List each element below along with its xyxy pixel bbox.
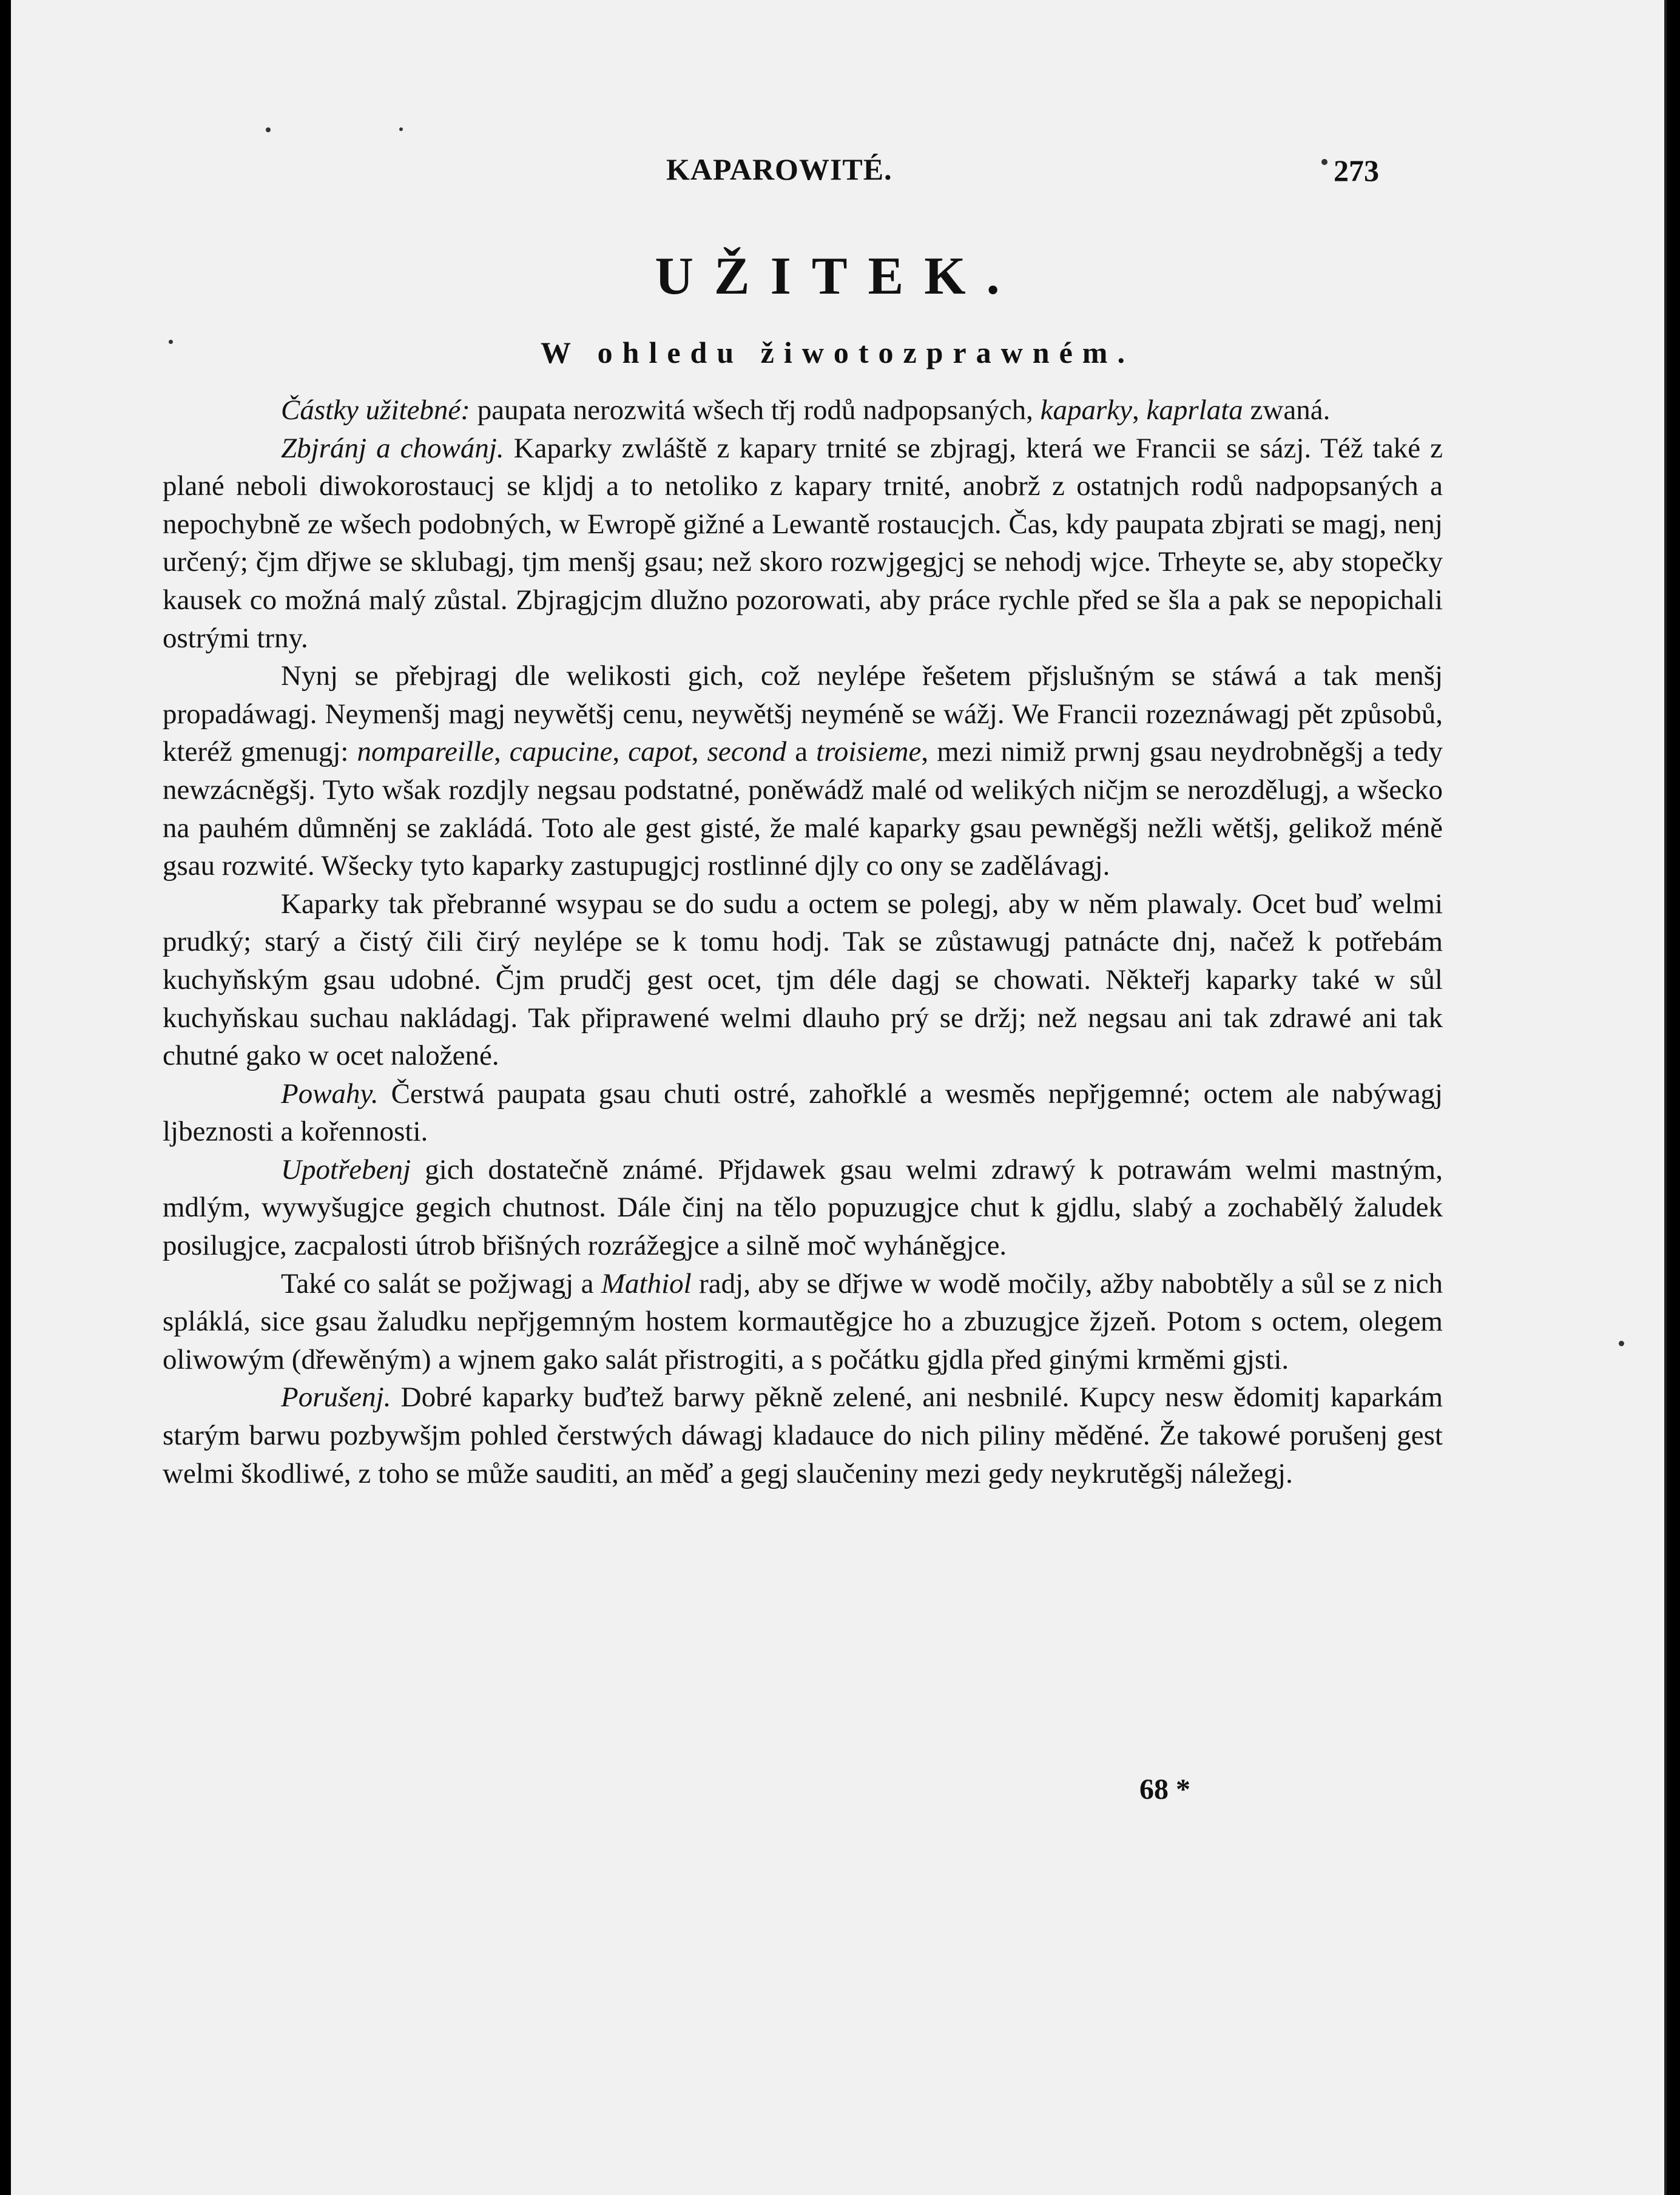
running-title: KAPAROWITÉ. [666, 152, 892, 186]
paragraph-text: , [612, 736, 629, 768]
paragraph-text: a [786, 736, 817, 768]
paragraph [163, 1378, 1443, 1492]
signature-mark: 68 * [1139, 1773, 1190, 1806]
italic-term: capot [628, 736, 692, 768]
italic-term: nompareille [357, 736, 494, 768]
body-text [163, 391, 1443, 1492]
paragraph-text: Čerstwá paupata gsau chuti ostré, zahořklé a wesměs nepřjgemné; octem ale nabýwagj ljbeznosti a kořennosti. [163, 1077, 1443, 1148]
print-speck [266, 127, 271, 132]
paragraph-text: Kaparky tak přebranné wsypau se do sudu a octem se polegj, aby w něm plawaly. Ocet buď welmi prudký; starý a čistý čili čirý neylépe se k tomu hodj. Tak se zůstawugj patnácte dnj, načež k potřebám kuchyňským gsau udobné. Čjm prudčj gest ocet, tjm déle dagj se chowati. Někteřj kaparky také w sůl kuchyňskau suchau nakládagj. Tak připrawené welmi dlauho prý se držj; než negsau ani tak zdrawé ani tak chutné gako w ocet naložené. [163, 888, 1443, 1072]
paragraph-text: Nynj se přebjragj dle welikosti gich, což neylépe řešetem přjslušným se stáwá a tak menšj propadáwagj. Neymenšj magj neywětšj cenu, neywětšj neyméně se wážj. We Francii rozeznáwagj pět způsobů, kteréž gmenugj: [163, 660, 1443, 768]
paragraph-lead: Částky užitebné: [281, 394, 470, 426]
paragraph [163, 885, 1443, 1075]
print-speck [1619, 1341, 1624, 1346]
italic-term: second [707, 736, 787, 768]
italic-term: kaparky [1040, 394, 1133, 426]
section-title: UŽITEK. [655, 247, 1020, 306]
italic-term: capucine [509, 736, 613, 768]
paragraph [163, 657, 1443, 885]
section-subtitle: W ohledu žiwotozprawném. [541, 335, 1135, 369]
book-page [11, 0, 1667, 2195]
paragraph [163, 1151, 1443, 1265]
paragraph [163, 430, 1443, 658]
paragraph-lead: Porušenj. [281, 1381, 391, 1414]
paragraph-text: gich dostatečně známé. Přjdawek gsau welmi zdrawý k potrawám welmi mastným, mdlým, wywyšugjce gegich chutnost. Dále činj na tělo popuzugjce chut k gjdlu, slabý a zochabělý žaludek posilugjce, zacpalosti útrob břišných rozrážegjce a silně moč wyháněgjce. [163, 1153, 1443, 1262]
paragraph-text: Kaparky zwláště z kapary trnité se zbjragj, která we Francii se sázj. Též také z plané neboli diwokorostaucj se kljdj a to netoliko z kapary trnité, anobrž z ostatnjch rodů nadpopsaných a nepochybně ze wšech podobných, w Ewropě gižné a Lewantě rostaucjch. Čas, kdy paupata zbjrati se magj, nenj určený; čjm dřjwe se sklubagj, tjm menšj gsau; než skoro rozwjgegjcj se nehodj wjce. Trheyte se, aby stopečky kausek co možná malý zůstal. Zbjragjcjm dlužno pozorowati, aby práce rychle před se šla a pak se nepopichali ostrými trny. [163, 432, 1443, 654]
italic-term: Mathiol [601, 1267, 692, 1300]
print-speck [399, 127, 403, 131]
paragraph-text: zwaná. [1243, 394, 1331, 426]
paragraph-lead: Upotřebenj [281, 1153, 411, 1185]
paragraph-text: , [493, 736, 510, 768]
page-header [11, 152, 1664, 194]
paragraph-lead: Powahy. [281, 1077, 379, 1110]
paragraph [163, 1265, 1443, 1379]
paragraph [163, 391, 1443, 430]
italic-term: troisieme [816, 736, 922, 768]
paragraph-text: paupata nerozwitá wšech třj rodů nadpopsaných, [470, 394, 1041, 426]
paragraph-text: , [691, 736, 707, 768]
paragraph [163, 1075, 1443, 1151]
paragraph-text: Také co salát se požjwagj a [281, 1267, 601, 1300]
paragraph-text: Dobré kaparky buďtež barwy pěkně zelené, ani nesbnilé. Kupcy nesw ědomitj kaparkám starým barwu pozbywšjm pohled čerstwých dáwagj kladauce do nich piliny měděné. Že takowé porušenj gest welmi škodliwé, z toho se může sauditi, an měď a gegj slaučeniny mezi gedy neykrutěgšj náležegj. [163, 1381, 1443, 1489]
paragraph-lead: Zbjránj a chowánj. [281, 432, 504, 464]
paragraph-text: , mezi nimiž prwnj gsau neydrobněgšj a tedy newzácněgšj. Tyto wšak rozdjly negsau podstatné, poněwádž malé od welikých ničjm se nerozdělugj, a wšecko na pauhém důmněnj se zakládá. Toto ale gest gisté, že malé kaparky gsau pewněgšj nežli wětšj, gelikož méně gsau rozwité. Wšecky tyto kaparky zastupugjcj rostlinné djly co ony se zadělávagj. [163, 736, 1443, 882]
page-number: 273 [1334, 153, 1379, 187]
paragraph-text: radj, aby se dřjwe w wodě močily, ažby nabobtěly a sůl se z nich spláklá, sice gsau žaludku nepřjgemným hostem kormautěgjce ho a zbuzugjce žjzeň. Potom s octem, olegem oliwowým (dřewěným) a wjnem gako salát přistrogiti, a s počátku gjdla před ginými krměmi gjsti. [163, 1267, 1443, 1375]
paragraph-text: , [1132, 394, 1147, 426]
italic-term: kaprlata [1146, 394, 1243, 426]
